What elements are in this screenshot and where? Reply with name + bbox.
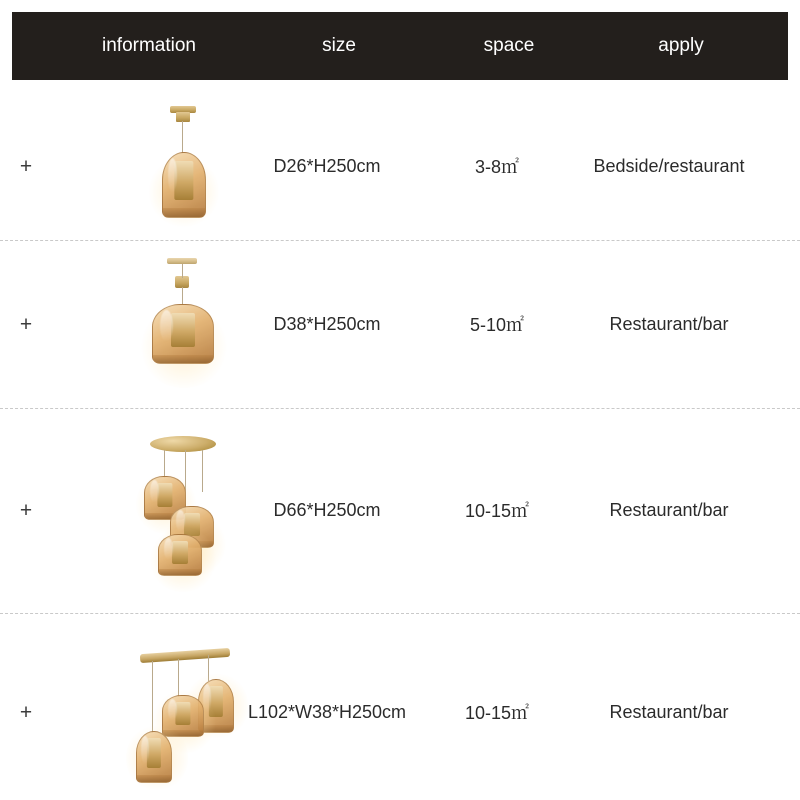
cell-apply: Restaurant/bar <box>609 313 729 334</box>
table-header-row <box>12 12 788 80</box>
cell-space: 10-15㎡ <box>464 703 530 723</box>
cell-apply: Bedside/restaurant <box>593 155 745 176</box>
cell-space: 3-8㎡ <box>474 157 519 177</box>
table-row[interactable] <box>0 96 800 236</box>
row-divider <box>0 408 800 409</box>
product-image-single-tall <box>52 96 222 236</box>
cell-size: D26*H250cm <box>273 155 381 176</box>
cell-space: 10-15㎡ <box>464 501 530 521</box>
expand-row-button[interactable]: + <box>19 700 33 724</box>
header-cell-information: information <box>102 35 196 56</box>
cell-space: 5-10㎡ <box>469 315 525 335</box>
header-cell-apply: apply <box>658 35 704 56</box>
table-row[interactable] <box>0 254 800 394</box>
cell-apply: Restaurant/bar <box>609 499 729 520</box>
cell-apply: Restaurant/bar <box>609 701 729 722</box>
expand-row-button[interactable]: + <box>19 154 33 178</box>
cell-size: D38*H250cm <box>273 313 381 334</box>
table-row[interactable] <box>0 627 800 797</box>
header-cell-space: space <box>483 35 535 56</box>
row-divider <box>0 613 800 614</box>
product-image-cluster-linear <box>52 627 222 797</box>
expand-row-button[interactable]: + <box>19 498 33 522</box>
cell-size: L102*W38*H250cm <box>247 701 407 722</box>
cell-size: D66*H250cm <box>273 499 381 520</box>
row-divider <box>0 240 800 241</box>
table-row[interactable] <box>0 422 800 598</box>
header-cell-size: size <box>322 35 356 56</box>
expand-row-button[interactable]: + <box>19 312 33 336</box>
product-image-single-wide <box>52 254 222 394</box>
product-image-cluster-round <box>52 422 222 598</box>
